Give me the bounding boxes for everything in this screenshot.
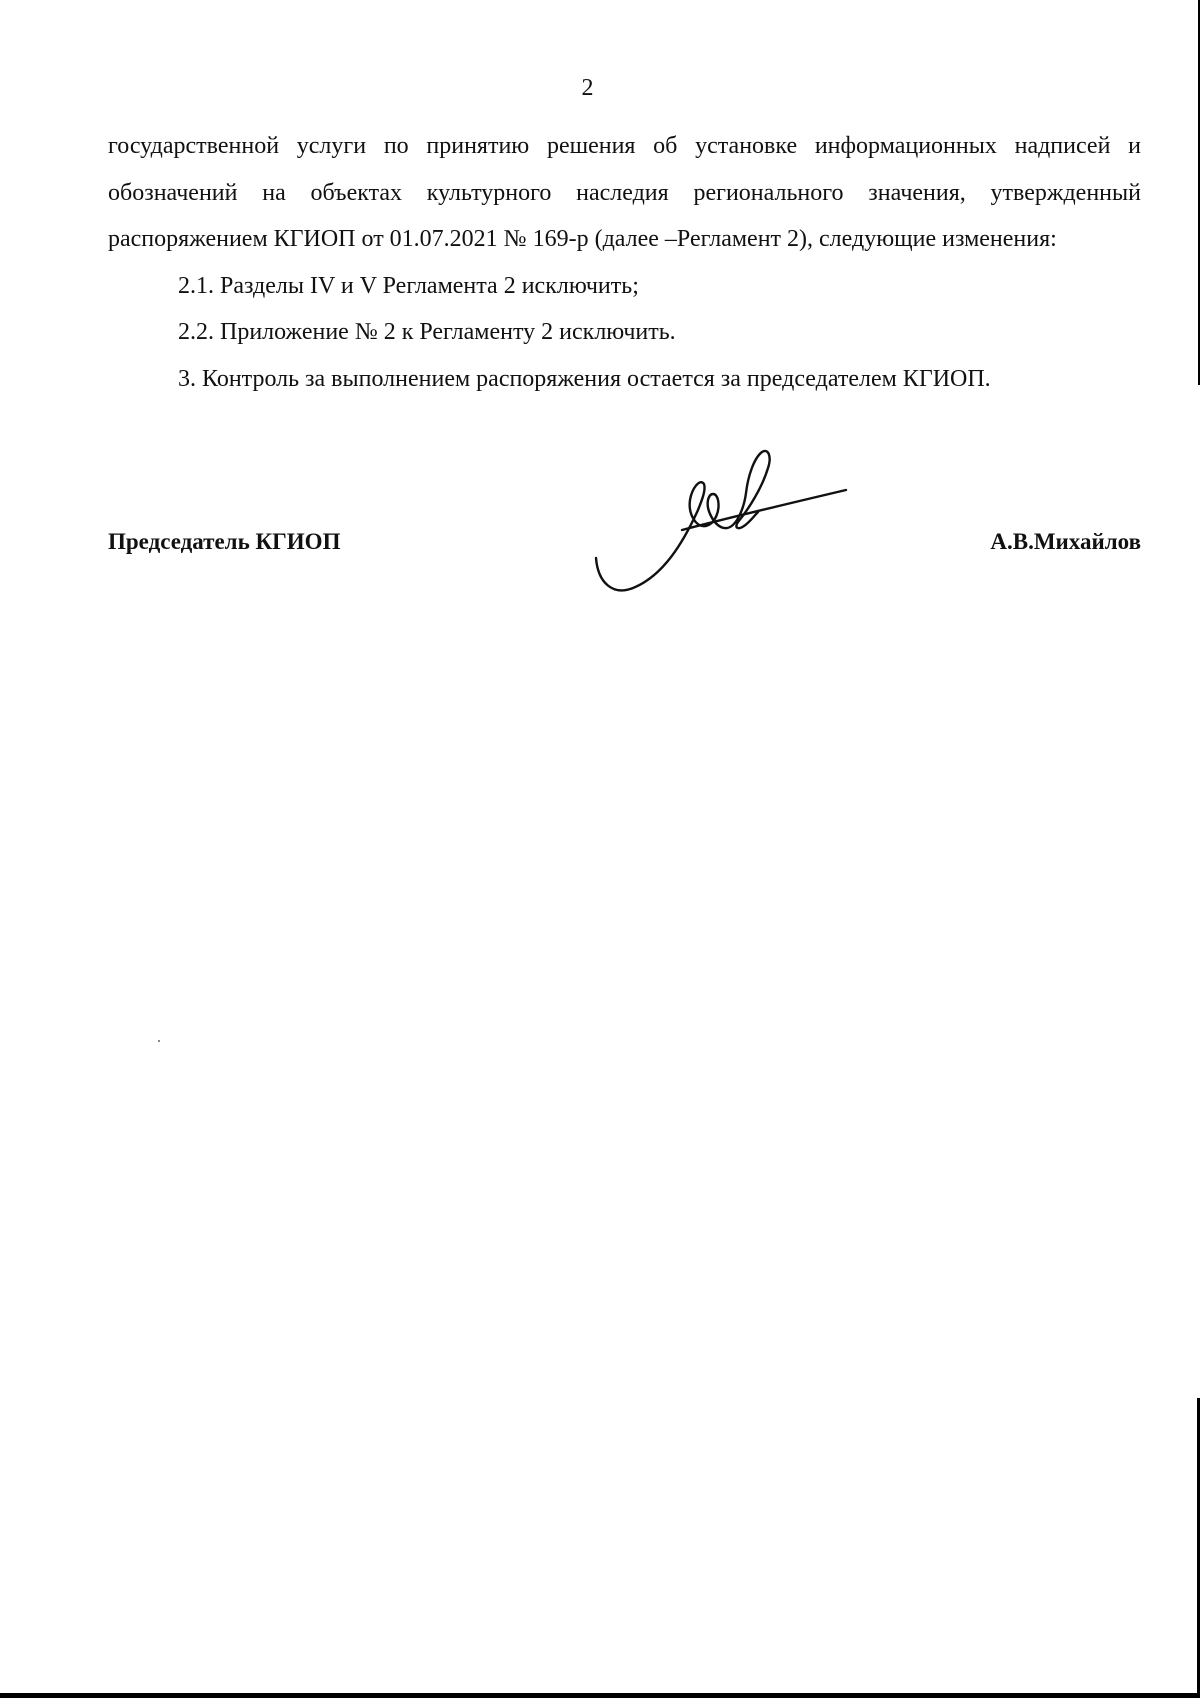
paragraph-item-2-2: 2.2. Приложение № 2 к Регламенту 2 исключить. (178, 319, 676, 345)
signer-name: А.В.Михайлов (990, 529, 1141, 554)
signer-title: Председатель КГИОП (108, 529, 341, 554)
scan-edge-bottom (0, 1693, 1200, 1698)
page-number: 2 (581, 75, 594, 101)
document-body (108, 123, 1141, 402)
paragraph-continuation: государственной услуги по принятию решения об установке информационных надписей и обозначений на объектах культурного наследия регионального значения, утвержденный распоряжением КГИОП от 01.07.2021 № 169-р (далее –Регламент 2), следующие изменения: (108, 133, 1141, 252)
paragraph-item-3: 3. Контроль за выполнением распоряжения остается за председателем КГИОП. (178, 365, 991, 392)
handwritten-signature (588, 448, 858, 598)
scan-speck (158, 1040, 160, 1042)
paragraph-item-2-1: 2.1. Разделы IV и V Регламента 2 исключить; (178, 272, 639, 299)
